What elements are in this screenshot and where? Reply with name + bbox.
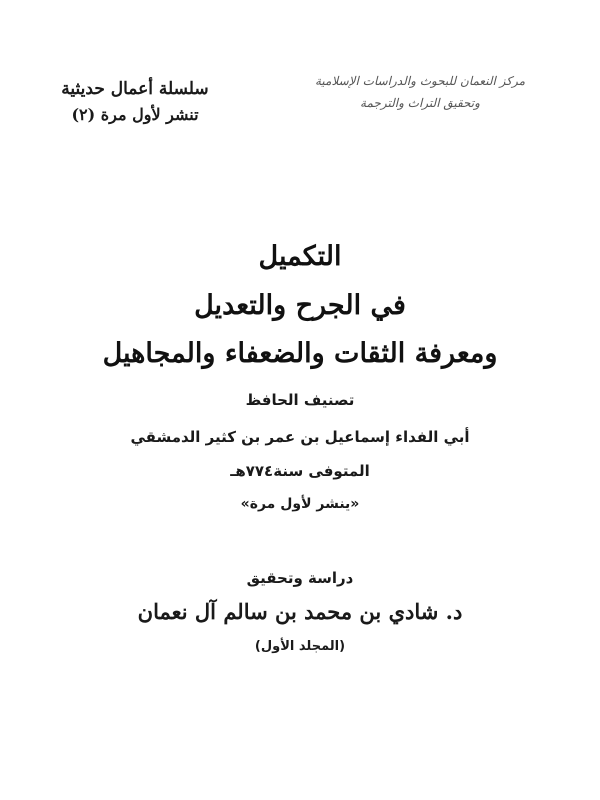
series-name: سلسلة أعمال حديثية <box>61 79 209 99</box>
series-number: تنشر لأول مرة (٢) <box>71 105 199 124</box>
publisher-name: مركز النعمان للبحوث والدراسات الإسلامية <box>314 74 526 88</box>
editor-name: د. شادي بن محمد بن سالم آل نعمان <box>137 599 463 624</box>
publisher-subtitle: وتحقيق التراث والترجمة <box>360 96 480 110</box>
author-label: تصنيف الحافظ <box>245 391 355 409</box>
series-info <box>40 76 230 128</box>
author-name: أبي الفداء إسماعيل بن عمر بن كثير الدمشقي <box>130 428 470 446</box>
book-subtitle-2: ومعرفة الثقات والضعفاء والمجاهيل <box>102 338 498 369</box>
first-publication-note: «ينشر لأول مرة» <box>240 496 360 512</box>
editor-label: دراسة وتحقيق <box>246 569 354 587</box>
author-death-year: المتوفى سنة٧٧٤هـ <box>230 462 370 480</box>
publisher-info <box>300 70 540 114</box>
book-title: التكميل <box>258 241 342 272</box>
book-subtitle-1: في الجرح والتعديل <box>194 290 406 321</box>
volume-label: (المجلد الأول) <box>254 639 346 654</box>
